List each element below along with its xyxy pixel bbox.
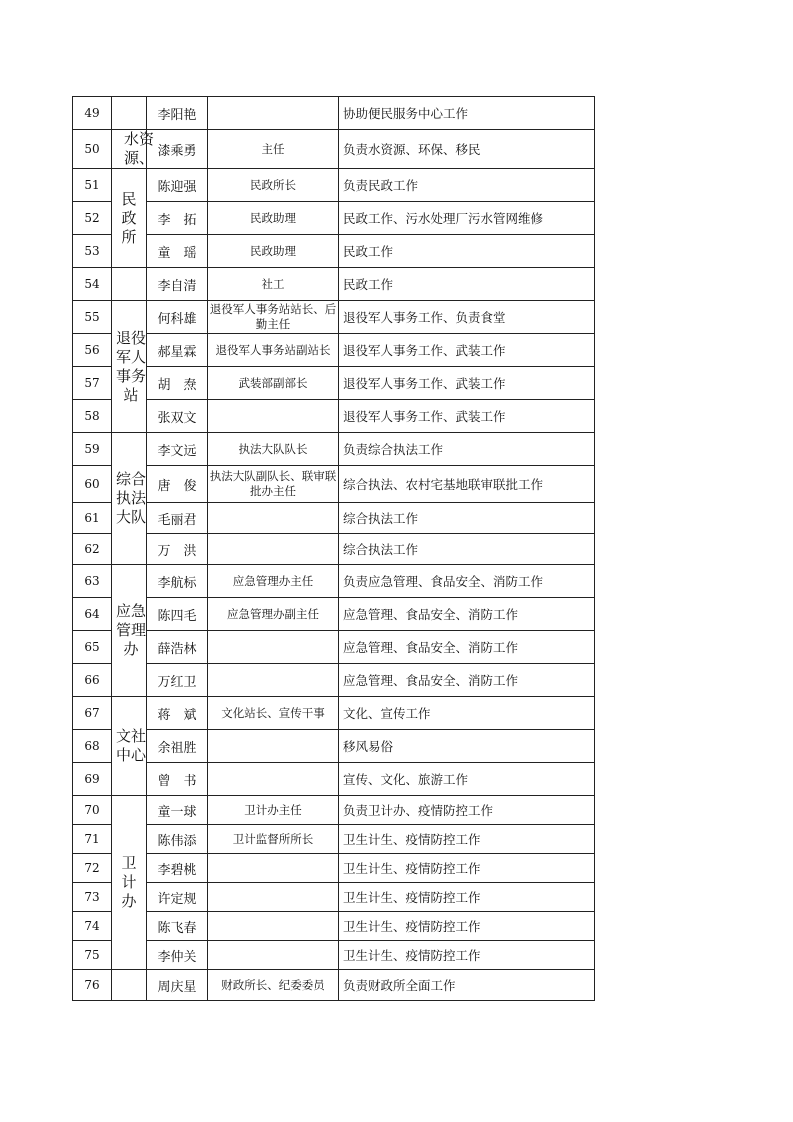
table-row xyxy=(73,565,595,598)
staff-position: 应急管理办副主任 xyxy=(208,598,339,631)
table-row xyxy=(73,400,595,433)
staff-name: 万 洪 xyxy=(147,534,208,565)
table-row xyxy=(73,697,595,730)
staff-position: 社工 xyxy=(208,268,339,301)
table-row xyxy=(73,97,595,130)
staff-name: 何科雄 xyxy=(147,301,208,334)
staff-position: 执法大队队长 xyxy=(208,433,339,466)
row-number: 67 xyxy=(73,697,112,730)
table-row xyxy=(73,598,595,631)
staff-duty: 协助便民服务中心工作 xyxy=(339,97,595,130)
row-number: 56 xyxy=(73,334,112,367)
staff-name: 蒋 斌 xyxy=(147,697,208,730)
staff-position xyxy=(208,631,339,664)
staff-name: 李仲关 xyxy=(147,941,208,970)
staff-duty: 卫生计生、疫情防控工作 xyxy=(339,883,595,912)
staff-duty: 民政工作、污水处理厂污水管网维修 xyxy=(339,202,595,235)
staff-position: 民政所长 xyxy=(208,169,339,202)
table-row xyxy=(73,503,595,534)
staff-position xyxy=(208,730,339,763)
table-row xyxy=(73,631,595,664)
row-number: 59 xyxy=(73,433,112,466)
staff-position: 卫计监督所所长 xyxy=(208,825,339,854)
department-cell xyxy=(112,796,147,970)
department-cell xyxy=(112,433,147,565)
staff-duty: 负责卫计办、疫情防控工作 xyxy=(339,796,595,825)
row-number: 65 xyxy=(73,631,112,664)
staff-duty: 负责财政所全面工作 xyxy=(339,970,595,1001)
staff-name: 余祖胜 xyxy=(147,730,208,763)
staff-name: 陈伟添 xyxy=(147,825,208,854)
row-number: 58 xyxy=(73,400,112,433)
staff-duty-table xyxy=(72,96,595,1001)
row-number: 51 xyxy=(73,169,112,202)
staff-name: 薛浩林 xyxy=(147,631,208,664)
row-number: 76 xyxy=(73,970,112,1001)
row-number: 70 xyxy=(73,796,112,825)
department-cell xyxy=(112,301,147,433)
staff-duty: 负责水资源、环保、移民 xyxy=(339,130,595,169)
row-number: 53 xyxy=(73,235,112,268)
staff-name: 童一球 xyxy=(147,796,208,825)
table-row xyxy=(73,970,595,1001)
table-row xyxy=(73,825,595,854)
department-label: 应急管理办 xyxy=(115,602,146,658)
table-row xyxy=(73,202,595,235)
staff-position: 退役军人事务站站长、后勤主任 xyxy=(208,301,339,334)
staff-name: 陈飞春 xyxy=(147,912,208,941)
staff-duty: 综合执法工作 xyxy=(339,503,595,534)
staff-duty: 宣传、文化、旅游工作 xyxy=(339,763,595,796)
staff-name: 漆乘勇 xyxy=(147,130,208,169)
staff-name: 毛丽君 xyxy=(147,503,208,534)
department-cell xyxy=(112,697,147,796)
staff-name: 李自清 xyxy=(147,268,208,301)
staff-position xyxy=(208,534,339,565)
row-number: 75 xyxy=(73,941,112,970)
row-number: 52 xyxy=(73,202,112,235)
staff-name: 许定规 xyxy=(147,883,208,912)
staff-duty: 移风易俗 xyxy=(339,730,595,763)
row-number: 62 xyxy=(73,534,112,565)
table-row xyxy=(73,334,595,367)
staff-position xyxy=(208,664,339,697)
department-cell xyxy=(112,268,147,301)
table-row xyxy=(73,664,595,697)
department-label: 退役军人事务站 xyxy=(115,328,146,404)
row-number: 63 xyxy=(73,565,112,598)
row-number: 73 xyxy=(73,883,112,912)
staff-duty: 卫生计生、疫情防控工作 xyxy=(339,912,595,941)
staff-duty: 文化、宣传工作 xyxy=(339,697,595,730)
department-label: 综合执法大队 xyxy=(115,470,146,526)
staff-position xyxy=(208,97,339,130)
staff-duty: 综合执法、农村宅基地联审联批工作 xyxy=(339,466,595,503)
staff-position xyxy=(208,912,339,941)
staff-name: 李碧桃 xyxy=(147,854,208,883)
staff-duty: 负责综合执法工作 xyxy=(339,433,595,466)
staff-position: 执法大队副队长、联审联批办主任 xyxy=(208,466,339,503)
department-cell xyxy=(112,169,147,268)
staff-position: 卫计办主任 xyxy=(208,796,339,825)
staff-position: 民政助理 xyxy=(208,235,339,268)
staff-duty: 应急管理、食品安全、消防工作 xyxy=(339,631,595,664)
staff-position: 主任 xyxy=(208,130,339,169)
staff-name: 陈四毛 xyxy=(147,598,208,631)
staff-position xyxy=(208,883,339,912)
row-number: 57 xyxy=(73,367,112,400)
table-row xyxy=(73,130,595,169)
staff-position: 退役军人事务站副站长 xyxy=(208,334,339,367)
row-number: 69 xyxy=(73,763,112,796)
staff-duty: 退役军人事务工作、武装工作 xyxy=(339,334,595,367)
staff-duty: 退役军人事务工作、负责食堂 xyxy=(339,301,595,334)
table-row xyxy=(73,433,595,466)
staff-duty: 负责应急管理、食品安全、消防工作 xyxy=(339,565,595,598)
row-number: 68 xyxy=(73,730,112,763)
staff-position xyxy=(208,503,339,534)
staff-duty: 应急管理、食品安全、消防工作 xyxy=(339,598,595,631)
table-row xyxy=(73,466,595,503)
row-number: 54 xyxy=(73,268,112,301)
staff-position xyxy=(208,941,339,970)
row-number: 74 xyxy=(73,912,112,941)
table-row xyxy=(73,796,595,825)
row-number: 49 xyxy=(73,97,112,130)
staff-name: 李 拓 xyxy=(147,202,208,235)
table-row xyxy=(73,534,595,565)
staff-name: 周庆星 xyxy=(147,970,208,1001)
table-row xyxy=(73,941,595,970)
staff-name: 李文远 xyxy=(147,433,208,466)
staff-duty: 民政工作 xyxy=(339,268,595,301)
staff-name: 李阳艳 xyxy=(147,97,208,130)
table-row xyxy=(73,268,595,301)
staff-position xyxy=(208,854,339,883)
staff-duty: 卫生计生、疫情防控工作 xyxy=(339,941,595,970)
staff-name: 李航标 xyxy=(147,565,208,598)
staff-name: 郝星霖 xyxy=(147,334,208,367)
staff-position: 民政助理 xyxy=(208,202,339,235)
row-number: 64 xyxy=(73,598,112,631)
staff-duty: 应急管理、食品安全、消防工作 xyxy=(339,664,595,697)
staff-duty: 退役军人事务工作、武装工作 xyxy=(339,367,595,400)
staff-name: 童 瑶 xyxy=(147,235,208,268)
staff-position: 武装部副部长 xyxy=(208,367,339,400)
staff-table-body xyxy=(73,97,595,1001)
staff-name: 万红卫 xyxy=(147,664,208,697)
staff-position xyxy=(208,763,339,796)
department-cell xyxy=(112,565,147,697)
staff-name: 唐 俊 xyxy=(147,466,208,503)
staff-duty: 民政工作 xyxy=(339,235,595,268)
table-row xyxy=(73,730,595,763)
staff-name: 张双文 xyxy=(147,400,208,433)
department-cell xyxy=(112,97,147,130)
staff-name: 陈迎强 xyxy=(147,169,208,202)
staff-duty: 卫生计生、疫情防控工作 xyxy=(339,825,595,854)
row-number: 72 xyxy=(73,854,112,883)
row-number: 50 xyxy=(73,130,112,169)
staff-position: 应急管理办主任 xyxy=(208,565,339,598)
table-row xyxy=(73,301,595,334)
staff-position: 文化站长、宣传干事 xyxy=(208,697,339,730)
row-number: 61 xyxy=(73,503,112,534)
staff-name: 曾 书 xyxy=(147,763,208,796)
row-number: 71 xyxy=(73,825,112,854)
department-label: 水资源、 xyxy=(123,130,154,167)
row-number: 66 xyxy=(73,664,112,697)
table-row xyxy=(73,169,595,202)
table-row xyxy=(73,912,595,941)
row-number: 55 xyxy=(73,301,112,334)
department-label: 文社中心 xyxy=(115,727,146,764)
staff-duty: 负责民政工作 xyxy=(339,169,595,202)
department-cell xyxy=(112,970,147,1001)
row-number: 60 xyxy=(73,466,112,503)
table-row xyxy=(73,367,595,400)
table-row xyxy=(73,235,595,268)
table-row xyxy=(73,883,595,912)
table-row xyxy=(73,854,595,883)
table-row xyxy=(73,763,595,796)
staff-duty: 退役军人事务工作、武装工作 xyxy=(339,400,595,433)
department-label: 卫计办 xyxy=(121,854,137,910)
staff-duty: 卫生计生、疫情防控工作 xyxy=(339,854,595,883)
staff-position xyxy=(208,400,339,433)
department-label: 民政所 xyxy=(121,189,137,246)
staff-duty: 综合执法工作 xyxy=(339,534,595,565)
staff-name: 胡 焘 xyxy=(147,367,208,400)
staff-position: 财政所长、纪委委员 xyxy=(208,970,339,1001)
department-cell xyxy=(112,130,154,169)
